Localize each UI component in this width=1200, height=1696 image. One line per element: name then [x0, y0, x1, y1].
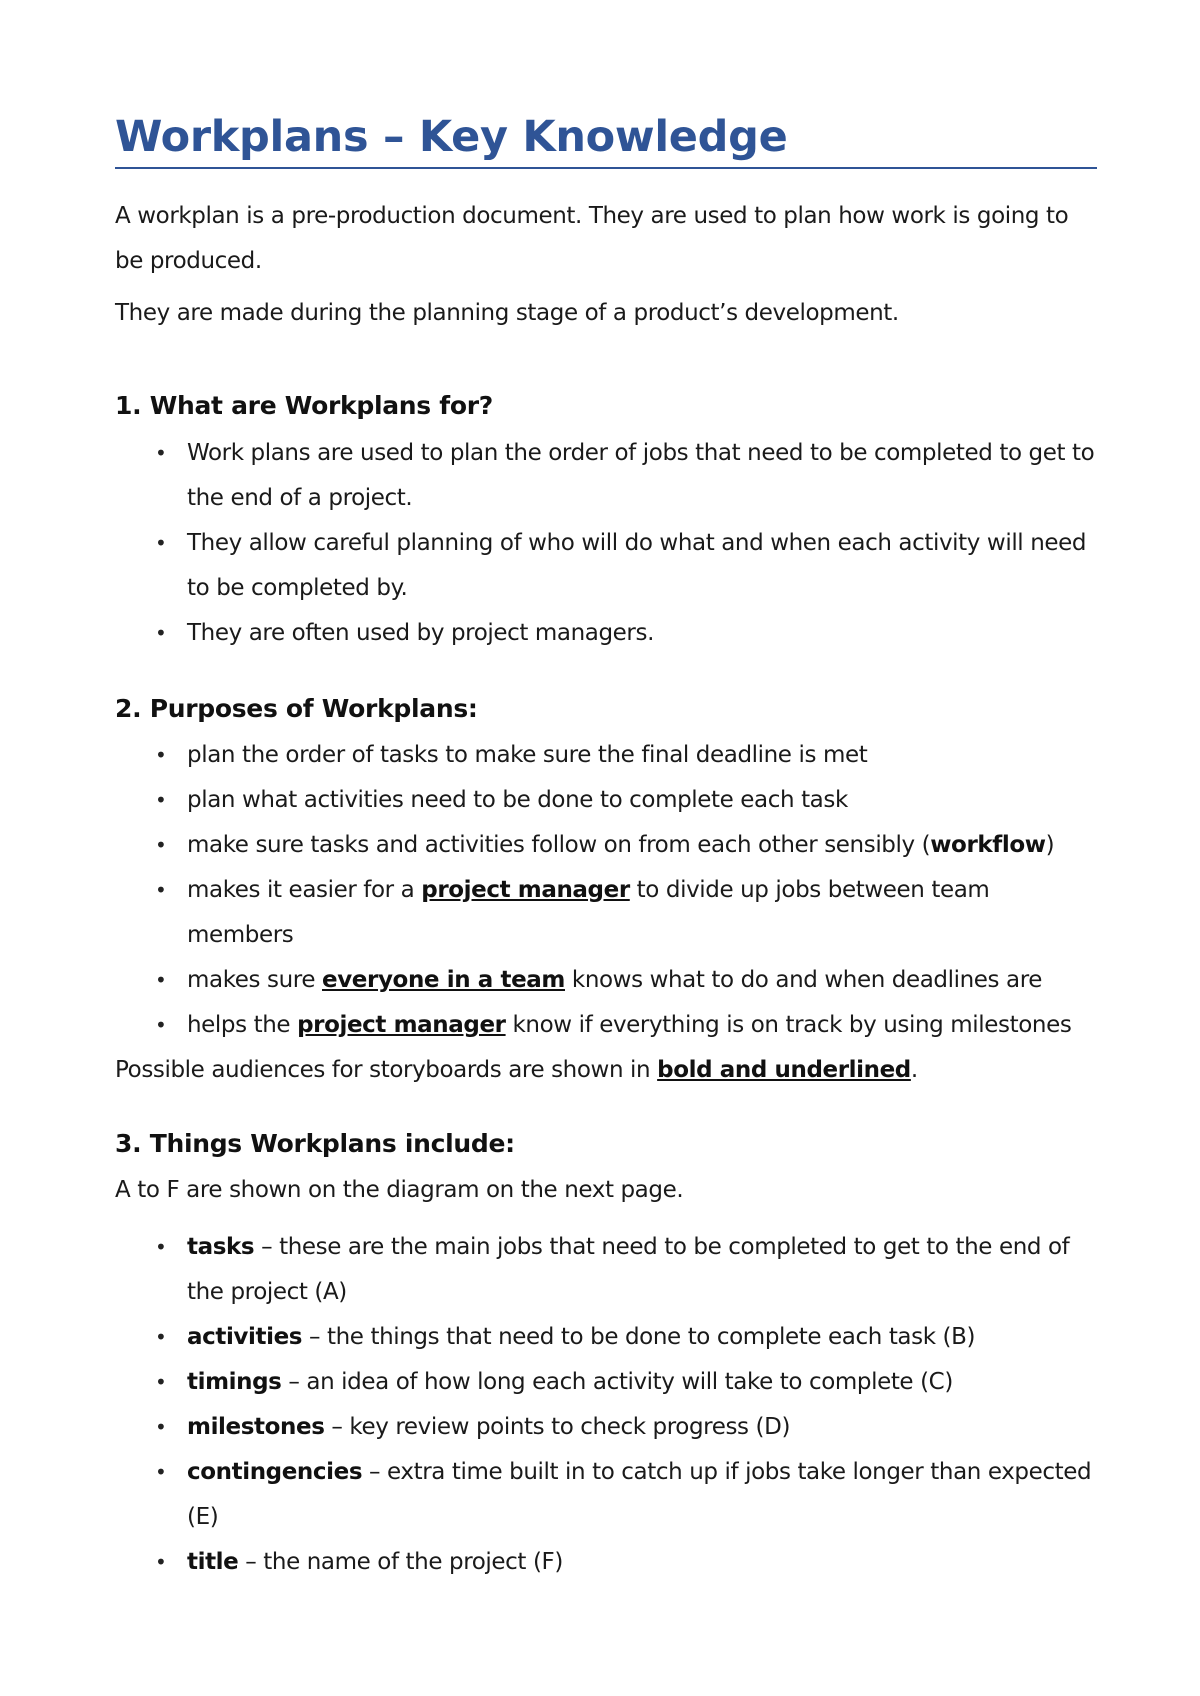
section-2-list [155, 733, 1097, 1048]
term-label: activities [187, 1324, 303, 1350]
list-item [155, 521, 1097, 611]
list-item [155, 1315, 1097, 1360]
term-description: – the name of the project (F) [238, 1549, 563, 1575]
list-item [155, 1360, 1097, 1405]
audience-highlight: everyone in a team [322, 967, 565, 993]
list-item-text: helps the [187, 1012, 298, 1038]
list-item-text: ) [1045, 832, 1055, 858]
section-3-list [155, 1225, 1097, 1585]
audience-highlight: project manager [421, 877, 630, 903]
bullet-icon: • [155, 968, 167, 992]
list-item [155, 1450, 1097, 1540]
list-item [155, 1003, 1097, 1048]
page-title: Workplans – Key Knowledge [115, 112, 1097, 169]
bullet-icon: • [155, 1235, 167, 1259]
list-item [155, 823, 1097, 868]
list-item-text: know if everything is on track by using milestones [505, 1012, 1072, 1038]
section-1-heading: 1. What are Workplans for? [115, 391, 493, 420]
term-description: – these are the main jobs that need to be completed to get to the end of the project (A) [187, 1234, 1070, 1305]
list-item-text: They are often used by project managers. [187, 620, 654, 646]
list-item [155, 611, 1097, 656]
bullet-icon: • [155, 1460, 167, 1484]
bullet-icon: • [155, 1013, 167, 1037]
list-item-text: makes it easier for a [187, 877, 422, 903]
term-description: – the things that need to be done to complete each task (B) [302, 1324, 976, 1350]
audience-highlight: project manager [297, 1012, 506, 1038]
list-item-text: make sure tasks and activities follow on from each other sensibly ( [187, 832, 931, 858]
section-2-heading: 2. Purposes of Workplans: [115, 694, 478, 723]
intro-paragraph-1: A workplan is a pre-production document. They are used to plan how work is going to be produced. [115, 203, 1069, 274]
bullet-icon: • [155, 1415, 167, 1439]
list-item [155, 778, 1097, 823]
term-label: title [187, 1549, 239, 1575]
section-3-heading: 3. Things Workplans include: [115, 1129, 515, 1158]
bullet-icon: • [155, 1550, 167, 1574]
bullet-icon: • [155, 441, 167, 465]
list-item [155, 431, 1097, 521]
note-text: . [910, 1057, 918, 1083]
bullet-icon: • [155, 788, 167, 812]
list-item-text: to divide up jobs between team members [187, 877, 990, 948]
term-label: milestones [187, 1414, 325, 1440]
keyword-workflow: workflow [930, 832, 1046, 858]
list-item [155, 868, 1097, 958]
note-text: Possible audiences for storyboards are shown in [115, 1057, 658, 1083]
intro-block [115, 194, 1097, 336]
bullet-icon: • [155, 621, 167, 645]
bullet-icon: • [155, 743, 167, 767]
list-item-text: makes sure [187, 967, 323, 993]
bullet-icon: • [155, 833, 167, 857]
term-label: timings [187, 1369, 282, 1395]
audience-note [115, 1048, 1097, 1093]
list-item [155, 1405, 1097, 1450]
list-item-text: plan what activities need to be done to complete each task [187, 787, 848, 813]
bullet-icon: • [155, 531, 167, 555]
list-item [155, 1225, 1097, 1315]
term-description: – an idea of how long each activity will take to complete (C) [281, 1369, 953, 1395]
note-highlight: bold and underlined [657, 1057, 911, 1083]
term-description: – key review points to check progress (D) [324, 1414, 791, 1440]
list-item [155, 733, 1097, 778]
section-3-intro: A to F are shown on the diagram on the next page. [115, 1177, 684, 1203]
intro-paragraph-2: They are made during the planning stage of a product’s development. [115, 300, 899, 326]
section-1-list [155, 431, 1097, 656]
term-description: – extra time built in to catch up if jobs take longer than expected (E) [187, 1459, 1092, 1530]
list-item-text: Work plans are used to plan the order of jobs that need to be completed to get to the end of a project. [187, 440, 1095, 511]
bullet-icon: • [155, 878, 167, 902]
bullet-icon: • [155, 1370, 167, 1394]
list-item-text: knows what to do and when deadlines are [565, 967, 1043, 993]
list-item-text: plan the order of tasks to make sure the final deadline is met [187, 742, 868, 768]
term-label: contingencies [187, 1459, 363, 1485]
bullet-icon: • [155, 1325, 167, 1349]
list-item-text: They allow careful planning of who will do what and when each activity will need to be completed by. [187, 530, 1087, 601]
term-label: tasks [187, 1234, 255, 1260]
list-item [155, 958, 1097, 1003]
list-item [155, 1540, 1097, 1585]
